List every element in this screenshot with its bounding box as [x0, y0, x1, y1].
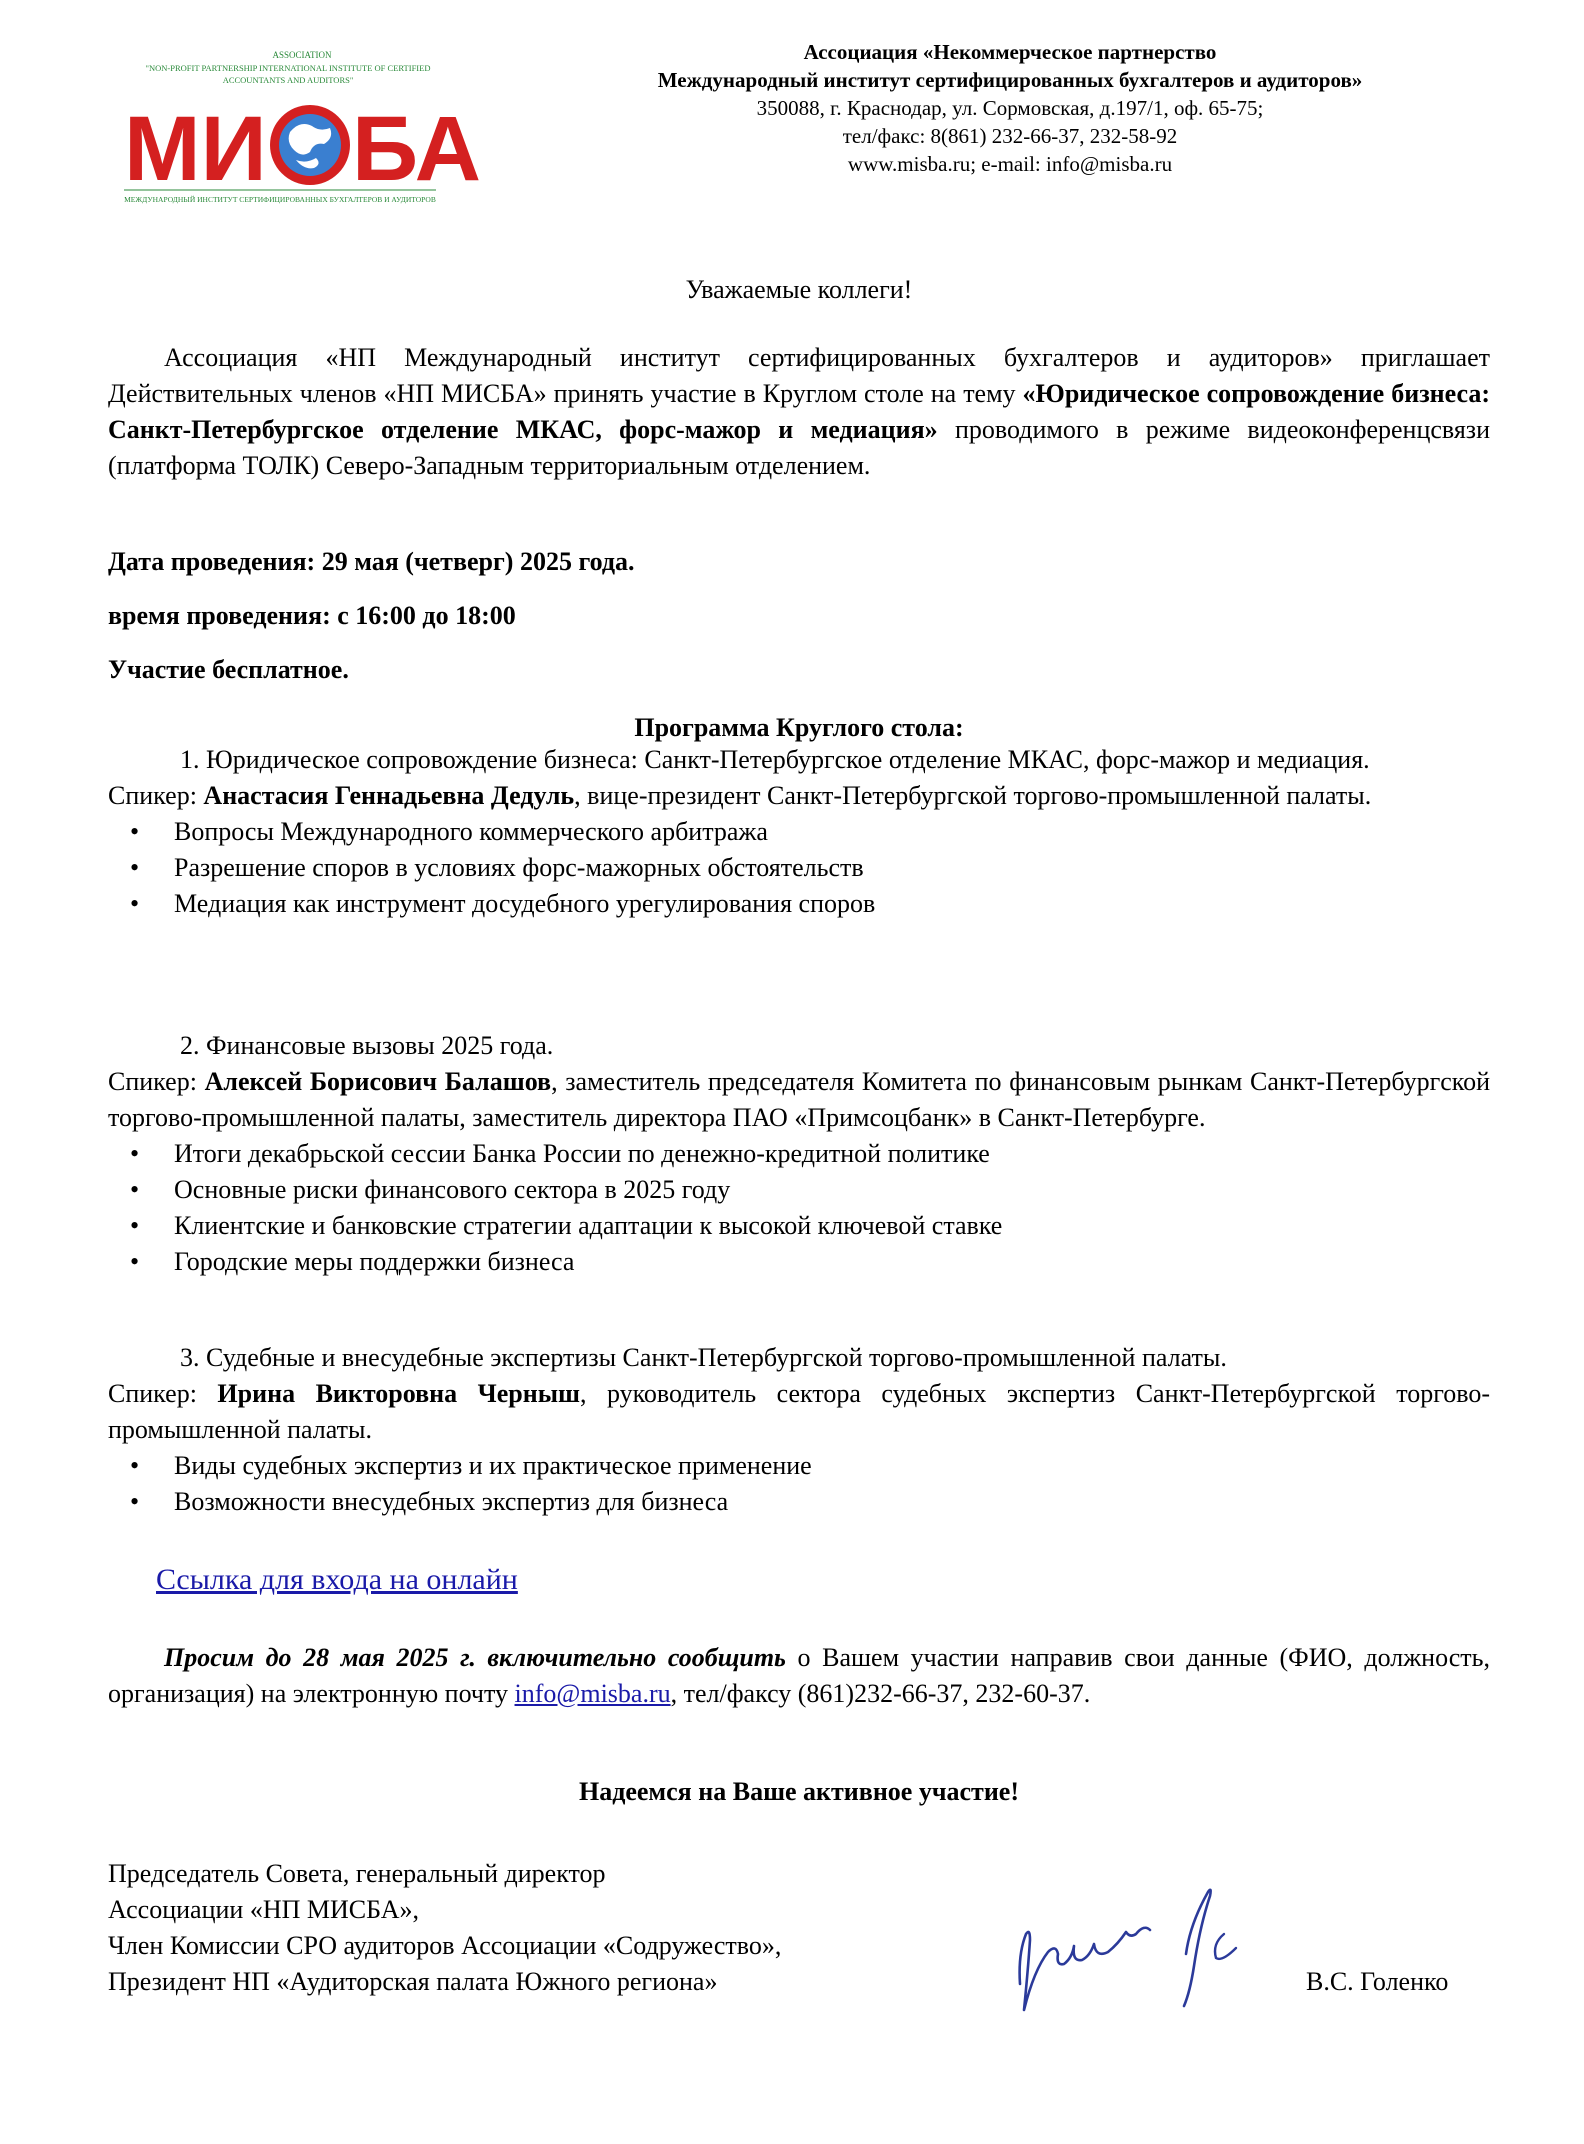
intro-text: Ассоциация «НП Международный институт сертифицированных бухгалтеров и аудиторов» приглашает Действительных членов «НП МИСБА» принять участие в Круглом столе на тему — [108, 343, 1490, 408]
topic-list — [108, 814, 1490, 922]
intro-paragraph — [108, 340, 1490, 484]
logo-top-text-1: ASSOCIATION — [272, 50, 332, 60]
program-item-title: 2. Финансовые вызовы 2025 года. — [180, 1031, 554, 1060]
program-item-3 — [108, 1340, 1490, 1520]
online-join-link[interactable]: Ссылка для входа на онлайн — [156, 1563, 518, 1596]
handwritten-signature — [1010, 1874, 1280, 2014]
program-item-speaker: Спикер: Анастасия Геннадьевна Дедуль, вице-президент Санкт-Петербургской торгово-промышленной палаты. — [108, 781, 1372, 810]
intro-topic: «Юридическое сопровождение бизнеса: Санкт-Петербургское отделение МКАС, форс-мажор и медиация» — [108, 379, 1490, 444]
closing-line: Надеемся на Ваше активное участие! — [578, 1777, 1020, 1806]
list-item: • Разрешение споров в условиях форс-мажорных обстоятельств — [174, 850, 1490, 886]
request-deadline: Просим до 28 мая 2025 г. включительно сообщить — [164, 1643, 786, 1672]
list-item: • Вопросы Международного коммерческого арбитража — [174, 814, 1490, 850]
program-item-1 — [108, 742, 1490, 922]
email-link[interactable]: info@misba.ru — [514, 1679, 671, 1708]
signer-name: В.С. Голенко — [1306, 1967, 1449, 1996]
program-title: Программа Круглого стола: — [634, 713, 964, 742]
event-free: Участие бесплатное. — [108, 655, 349, 684]
greeting: Уважаемые коллеги! — [685, 275, 913, 304]
intro-tail: проводимого в режиме видеоконференцсвязи (платформа ТОЛК) Северо-Западным территориальным отделением. — [108, 415, 1490, 480]
letterhead — [540, 38, 1480, 178]
logo-letters-right: БА — [352, 98, 482, 200]
program-item-speaker: Спикер: Ирина Викторовна Черныш, руководитель сектора судебных экспертиз Санкт-Петербургской торгово-промышленной палаты. — [108, 1379, 1490, 1444]
program-item-2 — [108, 1028, 1490, 1280]
logo-top-text-3: ACCOUNTANTS AND AUDITORS" — [222, 75, 354, 85]
event-time: время проведения: с 16:00 до 18:00 — [108, 601, 516, 630]
event-date: Дата проведения: 29 мая (четверг) 2025 года. — [108, 547, 635, 576]
letterhead-line-2: Международный институт сертифицированных бухгалтеров и аудиторов» — [657, 68, 1363, 92]
logo-top-text-2: "NON-PROFIT PARTNERSHIP INTERNATIONAL INSTITUTE OF CERTIFIED — [145, 63, 431, 73]
letterhead-phone: тел/факс: 8(861) 232-66-37, 232-58-92 — [842, 124, 1178, 148]
topic-list — [108, 1136, 1490, 1280]
logo-letters-left: МИ — [124, 98, 267, 200]
signature-block — [108, 1856, 1490, 2000]
signer-title-3: Член Комиссии СРО аудиторов Ассоциации «Содружество», — [108, 1931, 782, 1960]
speaker-name: Ирина Викторовна Черныш — [217, 1379, 580, 1408]
globe-icon — [270, 105, 350, 185]
misba-logo — [120, 42, 482, 210]
list-item: • Возможности внесудебных экспертиз для бизнеса — [174, 1484, 1490, 1520]
speaker-name: Алексей Борисович Балашов — [204, 1067, 552, 1096]
list-item: • Основные риски финансового сектора в 2025 году — [174, 1172, 1490, 1208]
signer-title-4: Президент НП «Аудиторская палата Южного региона» — [108, 1967, 718, 1996]
letterhead-line-1: Ассоциация «Некоммерческое партнерство — [803, 40, 1217, 64]
letterhead-address: 350088, г. Краснодар, ул. Сормовская, д.197/1, оф. 65-75; — [756, 96, 1264, 120]
list-item: • Медиация как инструмент досудебного урегулирования споров — [174, 886, 1490, 922]
list-item: • Городские меры поддержки бизнеса — [174, 1244, 1490, 1280]
signer-title-2: Ассоциации «НП МИСБА», — [108, 1895, 419, 1924]
program-item-title: 1. Юридическое сопровождение бизнеса: Санкт-Петербургское отделение МКАС, форс-мажор и медиация. — [180, 745, 1370, 774]
speaker-name: Анастасия Геннадьевна Дедуль — [203, 781, 575, 810]
list-item: • Клиентские и банковские стратегии адаптации к высокой ключевой ставке — [174, 1208, 1490, 1244]
logo-bottom-text: МЕЖДУНАРОДНЫЙ ИНСТИТУТ СЕРТИФИЦИРОВАННЫХ БУХГАЛТЕРОВ И АУДИТОРОВ — [124, 195, 436, 204]
list-item: • Итоги декабрьской сессии Банка России по денежно-кредитной политике — [174, 1136, 1490, 1172]
program-item-title: 3. Судебные и внесудебные экспертизы Санкт-Петербургской торгово-промышленной палаты. — [180, 1343, 1227, 1372]
topic-list — [108, 1448, 1490, 1520]
request-paragraph: Просим до 28 мая 2025 г. включительно сообщить о Вашем участии направив свои данные (ФИО, должность, организация) на электронную почту info@misba.ru, тел/факсу (861)232-66-37, 232-60-37. — [108, 1643, 1490, 1708]
list-item: • Виды судебных экспертиз и их практическое применение — [174, 1448, 1490, 1484]
program-item-speaker: Спикер: Алексей Борисович Балашов, заместитель председателя Комитета по финансовым рынкам Санкт-Петербургской торгово-промышленной палаты, заместитель директора ПАО «Примсоцбанк» в Санкт-Петербурге. — [108, 1067, 1490, 1132]
letterhead-web: www.misba.ru; e-mail: info@misba.ru — [847, 152, 1173, 176]
signer-title-1: Председатель Совета, генеральный директор — [108, 1859, 606, 1888]
